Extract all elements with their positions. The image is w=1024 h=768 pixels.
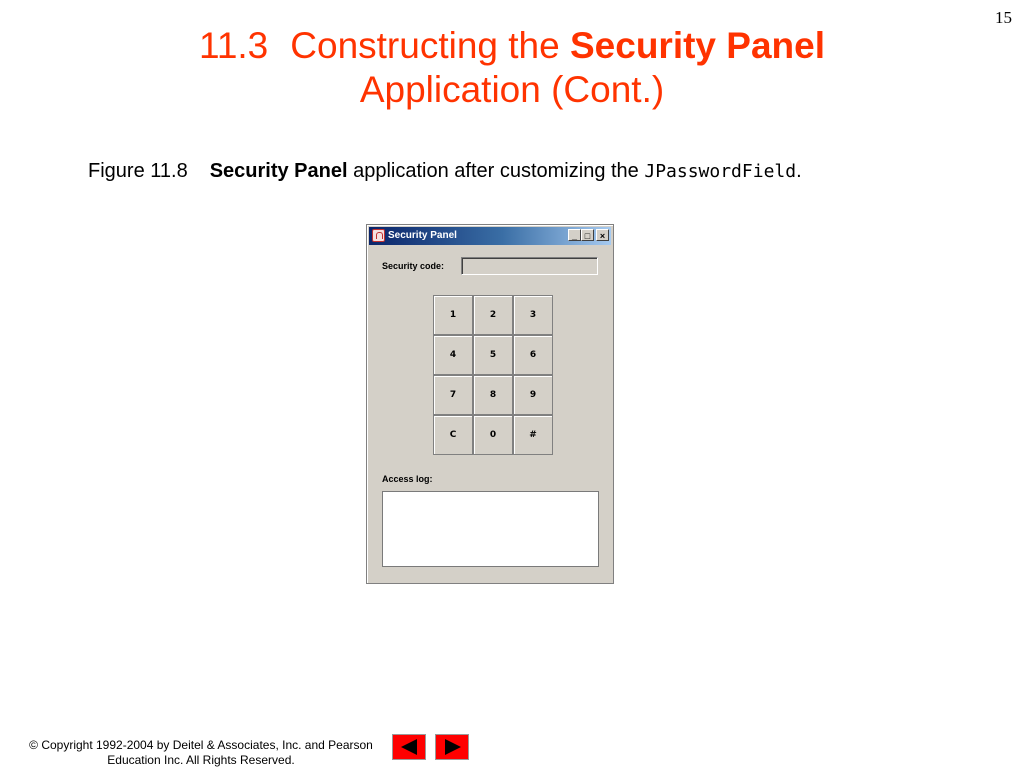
key-1-button[interactable]: 1 [433,295,473,335]
title-line-1 [0,24,1024,68]
key-7-button[interactable]: 7 [433,375,473,415]
next-slide-button[interactable] [435,734,469,760]
access-log-label: Access log: [382,474,433,484]
title-bold: Security Panel [569,25,825,66]
key-clear-button[interactable]: C [433,415,473,455]
access-log-textarea[interactable] [382,491,599,567]
key-6-button[interactable]: 6 [513,335,553,375]
copyright-footer [12,738,390,768]
security-code-label: Security code: [382,261,445,271]
security-code-password-field[interactable] [461,257,598,275]
key-3-button[interactable]: 3 [513,295,553,335]
key-2-button[interactable]: 2 [473,295,513,335]
caption-figure: Figure 11.8 [88,160,188,182]
close-button[interactable]: × [596,229,609,241]
previous-slide-button[interactable] [392,734,426,760]
minimize-button[interactable]: _ [568,229,581,241]
caption-text: application after customizing the [347,160,645,182]
title-number: 11.3 [198,25,269,66]
key-9-button[interactable]: 9 [513,375,553,415]
footer-line-1: © Copyright 1992-2004 by Deitel & Associates, Inc. and Pearson [29,738,373,752]
key-5-button[interactable]: 5 [473,335,513,375]
slide-title [0,24,1024,112]
window-title: Security Panel [388,230,457,241]
title-line-2: Application (Cont.) [359,69,665,110]
caption-end: . [796,160,802,182]
key-0-button[interactable]: 0 [473,415,513,455]
caption-code: JPasswordField [644,161,797,182]
key-4-button[interactable]: 4 [433,335,473,375]
title-prefix: Constructing the [290,25,560,66]
window-titlebar[interactable] [369,227,611,245]
caption-bold: Security Panel [209,160,348,182]
footer-line-2: Education Inc. All Rights Reserved. [107,753,295,767]
figure-caption [88,160,802,183]
page-number: 15 [995,8,1012,27]
app-lock-icon [372,229,385,242]
security-panel-window [366,224,614,584]
key-enter-button[interactable]: # [513,415,553,455]
key-8-button[interactable]: 8 [473,375,513,415]
maximize-button[interactable]: □ [581,229,594,241]
keypad [433,295,553,455]
